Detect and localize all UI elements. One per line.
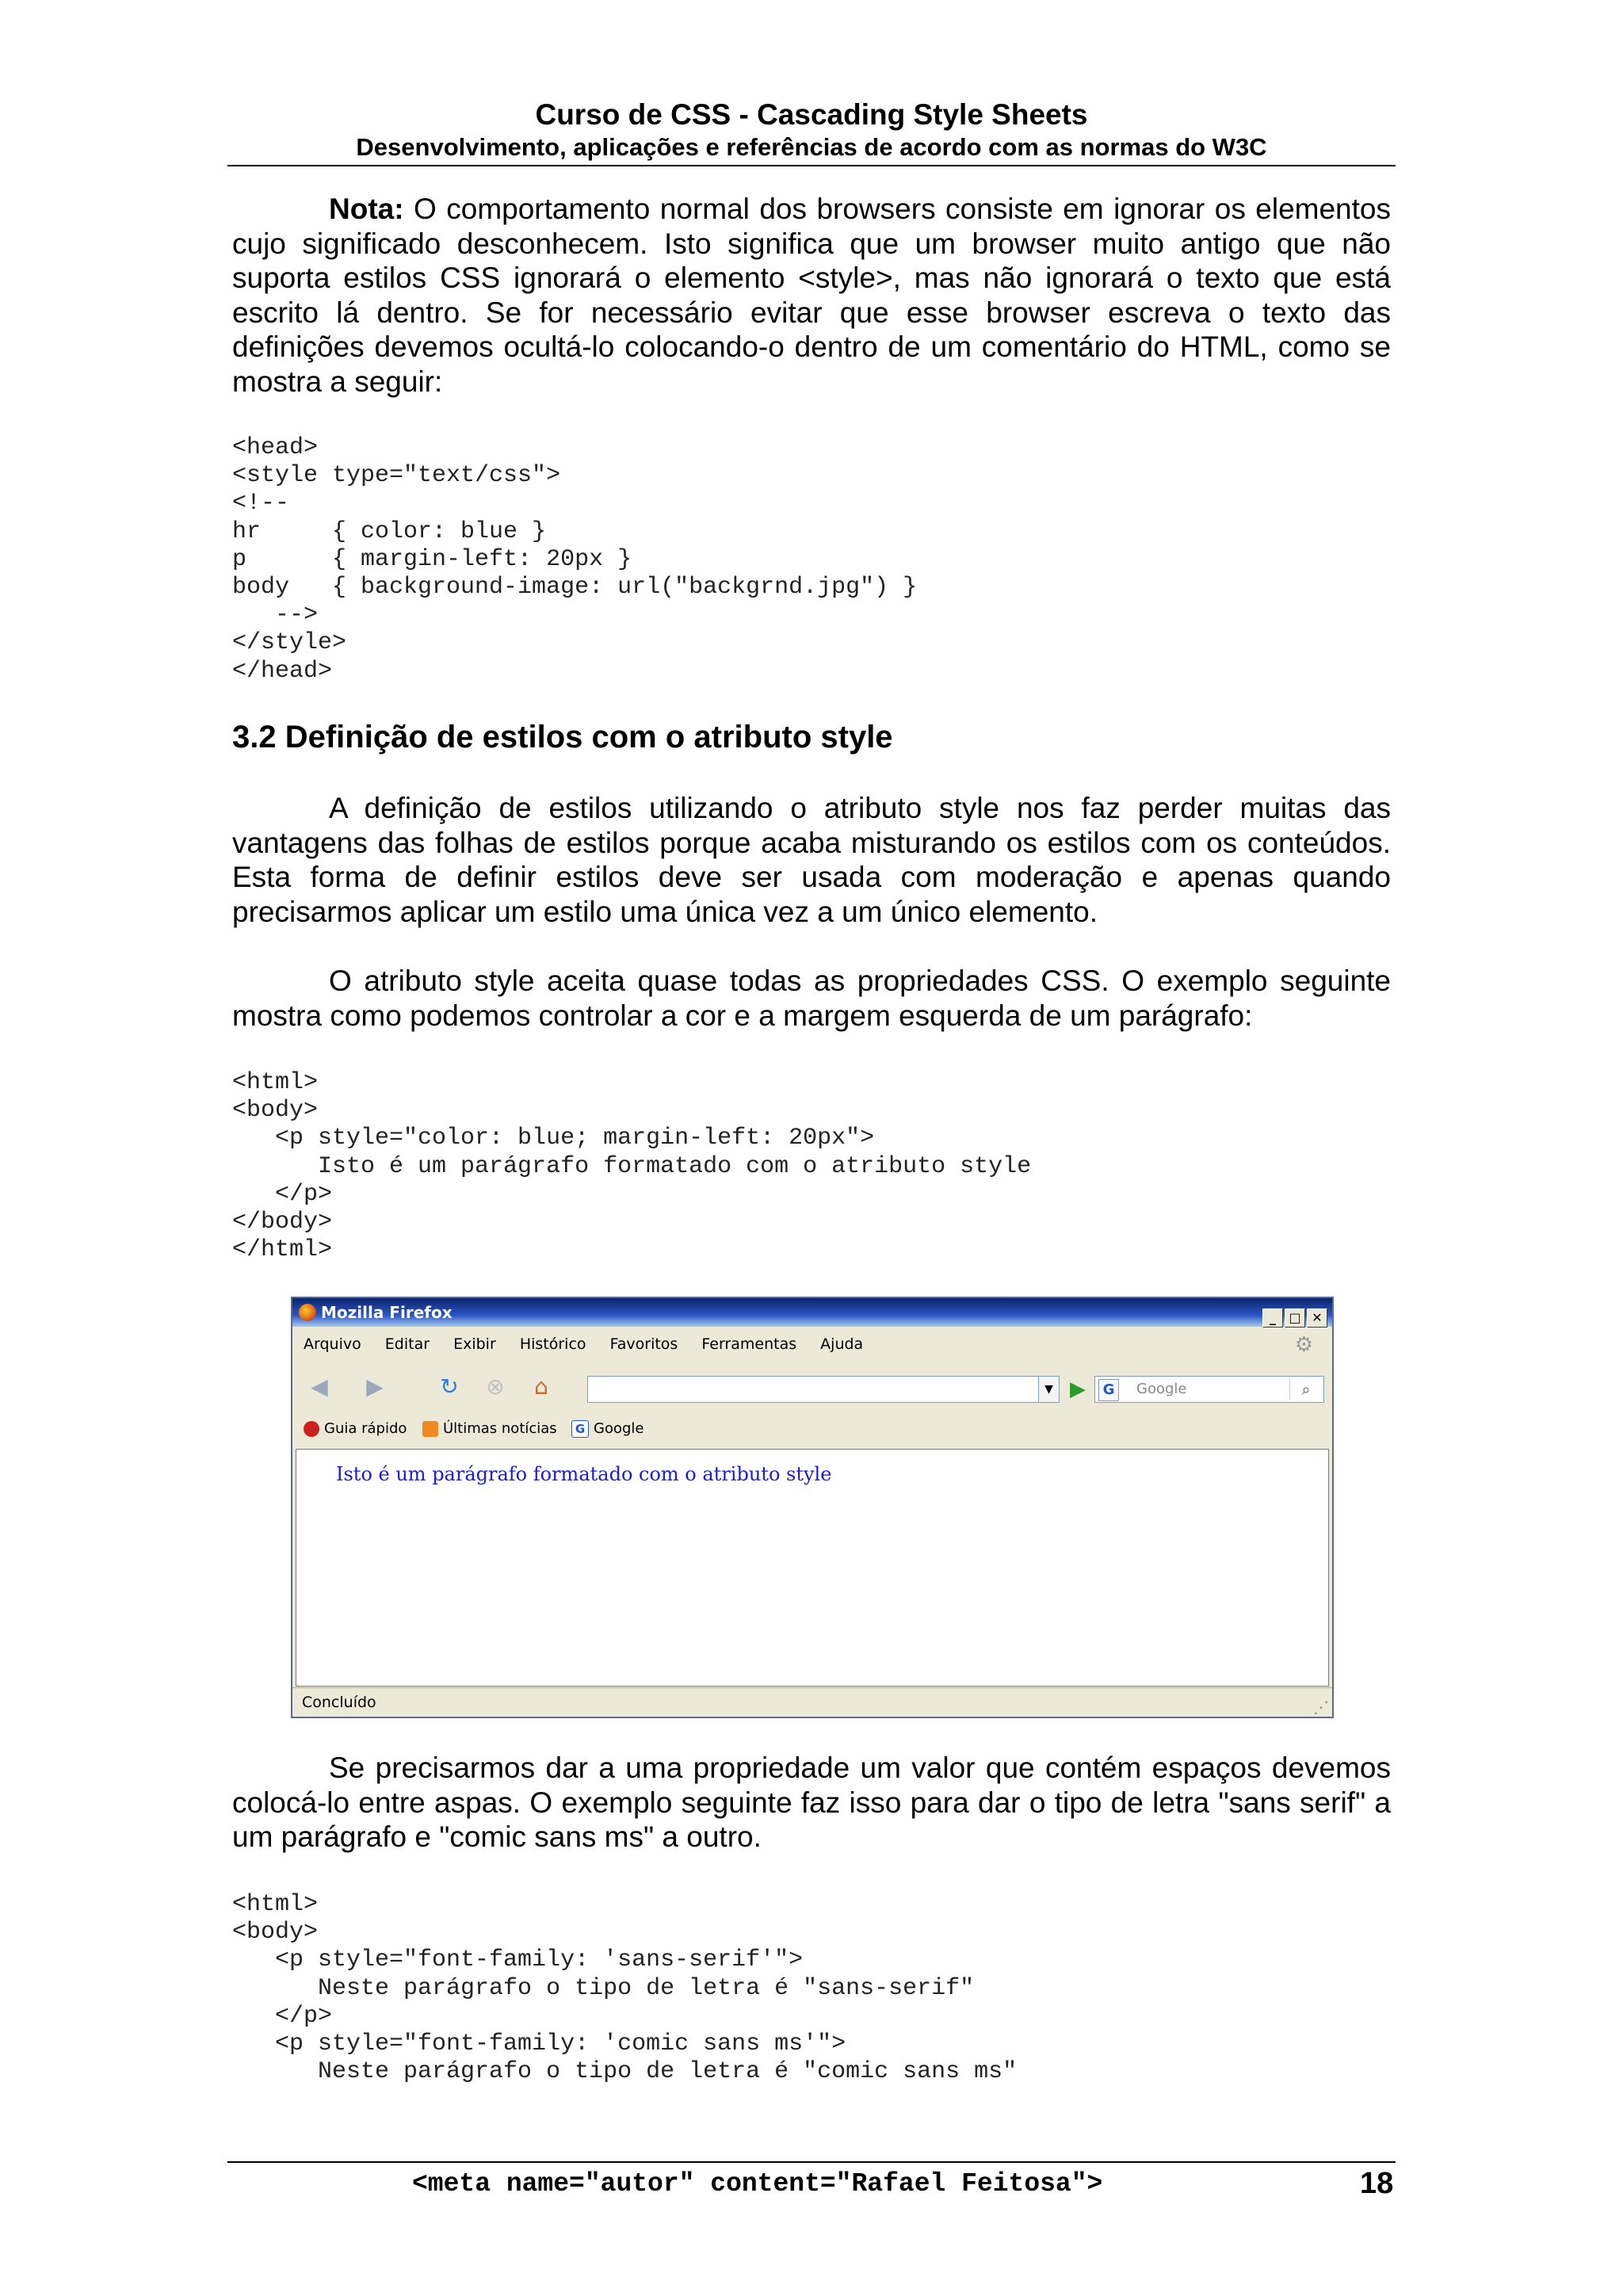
code-block-inline-style: <html> <body> <p style="color: blue; margin-left: 20px"> Isto é um parágrafo formatado com o atributo style </p> </body> </html> [232,1069,1032,1264]
menu-historico[interactable]: Histórico [519,1335,586,1353]
home-icon[interactable]: ⌂ [534,1373,548,1400]
rendered-paragraph: Isto é um parágrafo formatado com o atributo style [336,1463,832,1485]
throbber-icon: ⚙ [1294,1333,1313,1357]
stop-icon[interactable]: ⊗ [486,1373,505,1400]
header-subtitle: Desenvolvimento, aplicações e referências de acordo com as normas do W3C [356,133,1267,161]
forward-icon[interactable]: ▶ [366,1373,384,1400]
code-block-head-comment: <head> <style type="text/css"> <!-- hr { color: blue } p { margin-left: 20px } body { background-image: url("backgrnd.jpg") } --> </style> </head> [232,434,918,685]
note-label: Nota: [329,193,404,225]
browser-title: Mozilla Firefox [321,1303,453,1322]
rss-icon [422,1421,438,1437]
browser-titlebar [292,1298,1332,1327]
bookmark-label: Últimas notícias [443,1420,557,1437]
paragraph-style-attribute [232,791,1391,929]
status-bar [292,1687,1332,1717]
search-icon[interactable]: ⌕ [1289,1378,1322,1400]
footer-rule [227,2161,1396,2163]
google-icon: G [571,1420,589,1438]
bookmark-google[interactable] [571,1412,643,1446]
search-placeholder: Google [1136,1381,1187,1397]
footer-meta-text: <meta name="autor" content="Rafael Feitosa"> [412,2169,1103,2199]
status-text: Concluído [302,1694,376,1711]
search-engine-icon[interactable]: G [1098,1379,1119,1401]
firefox-icon [299,1304,316,1321]
browser-navbar [292,1363,1332,1411]
paragraph-quotes [232,1751,1391,1855]
header-rule [227,165,1396,166]
menu-exibir[interactable]: Exibir [453,1335,496,1353]
url-input[interactable] [587,1376,1039,1403]
help-icon [304,1421,319,1437]
search-input[interactable] [1094,1376,1324,1403]
bookmark-label: Guia rápido [324,1420,407,1437]
section-heading: 3.2 Definição de estilos com o atributo style [232,720,893,755]
menu-editar[interactable]: Editar [384,1335,430,1353]
menu-favoritos[interactable]: Favoritos [609,1335,678,1353]
maximize-icon[interactable]: □ [1285,1308,1305,1328]
reload-icon[interactable]: ↻ [440,1373,459,1400]
paragraph-quotes-text: Se precisarmos dar a uma propriedade um valor que contém espaços devemos colocá-lo entre aspas. O exemplo seguinte faz isso para dar o tipo de letra "sans serif" a um parágrafo e "comic sans ms" a outro. [232,1752,1391,1854]
go-icon[interactable]: ▶ [1070,1377,1086,1401]
bookmarks-bar [292,1412,1332,1446]
resize-grip-icon[interactable]: ⋰ [1313,1698,1329,1717]
header-title: Curso de CSS - Cascading Style Sheets [535,98,1088,131]
url-dropdown-icon[interactable]: ▼ [1039,1376,1060,1403]
menu-ferramentas[interactable]: Ferramentas [701,1335,797,1353]
page-number: 18 [1360,2167,1394,2200]
browser-content [296,1449,1329,1687]
menu-arquivo[interactable]: Arquivo [304,1335,361,1353]
paragraph-style-attribute-text: A definição de estilos utilizando o atributo style nos faz perder muitas das vantagens das folhas de estilos porque acaba misturando os estilos com os conteúdos. Esta forma de definir estilos deve ser usada com moderação e apenas quando precisarmos aplicar um estilo uma única vez a um único elemento. [232,792,1391,928]
browser-screenshot [291,1297,1334,1718]
bookmark-guia-rapido[interactable] [304,1412,407,1446]
note-paragraph [232,192,1391,399]
bookmark-ultimas-noticias[interactable] [422,1412,557,1446]
close-icon[interactable]: ✕ [1307,1308,1327,1328]
minimize-icon[interactable]: _ [1262,1308,1283,1328]
bookmark-label: Google [594,1420,644,1437]
note-text: O comportamento normal dos browsers consiste em ignorar os elementos cujo significado desconhecem. Isto significa que um browser muito antigo que não suporta estilos CSS ignorará o elemento <style>, mas não ignorará o texto que está escrito lá dentro. Se for necessário evitar que esse browser escreva o texto das definições devemos ocultá-lo colocando-o dentro de um comentário do HTML, como se mostra a seguir: [232,193,1391,398]
back-icon[interactable]: ◀ [311,1373,328,1400]
paragraph-style-properties-text: O atributo style aceita quase todas as propriedades CSS. O exemplo seguinte mostra como podemos controlar a cor e a margem esquerda de um parágrafo: [232,965,1391,1032]
code-block-font-family: <html> <body> <p style="font-family: 'sans-serif'"> Neste parágrafo o tipo de letra é "sans-serif" </p> <p style="font-family: 'comic sans ms'"> Neste parágrafo o tipo de letra é "comic sans ms" [232,1891,1018,2086]
paragraph-style-properties [232,964,1391,1033]
menu-ajuda[interactable]: Ajuda [820,1335,864,1353]
browser-menubar [292,1327,1332,1362]
